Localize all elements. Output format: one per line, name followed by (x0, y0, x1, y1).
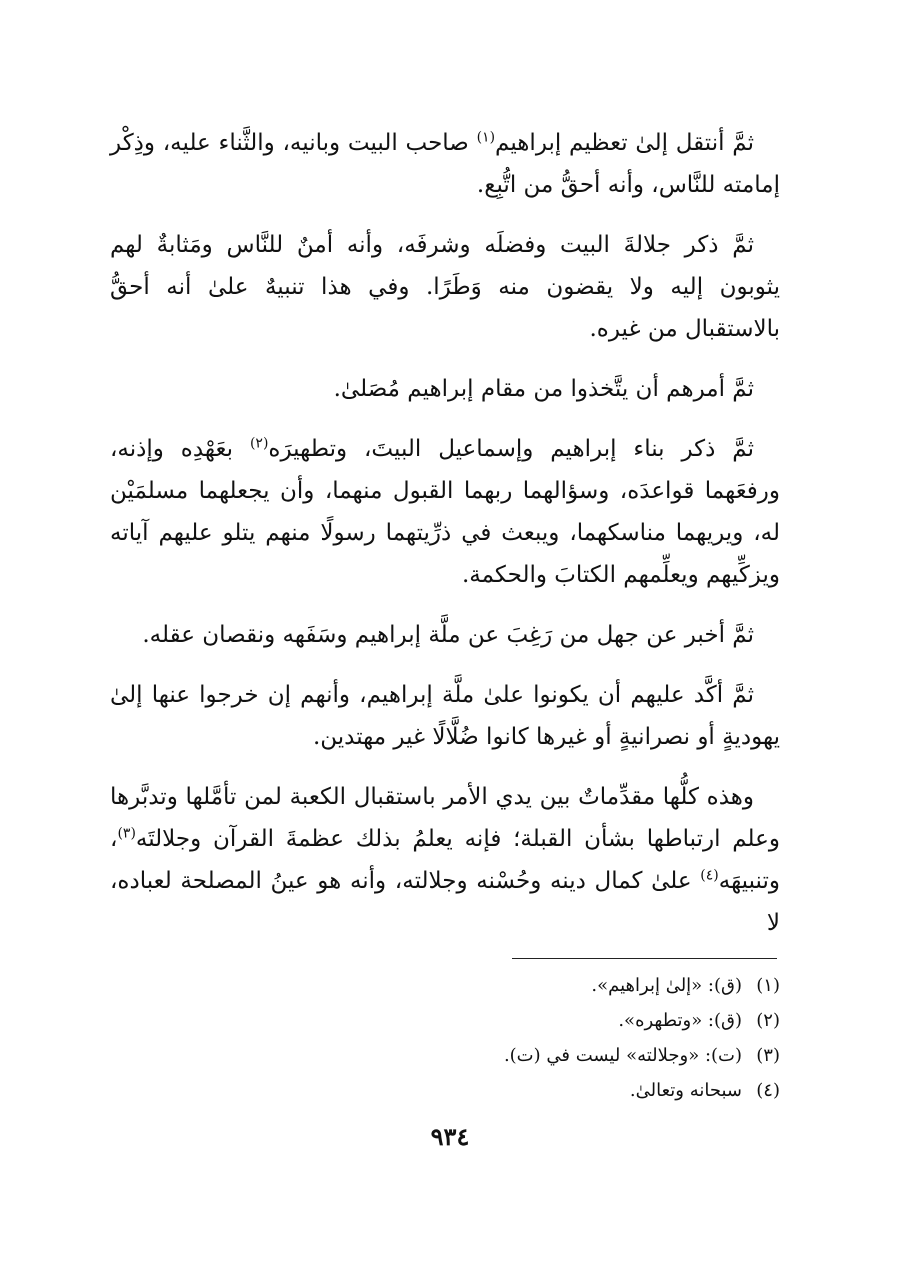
paragraph-text: بعَهْدِه وإذنه، ورفعَهما قواعدَه، وسؤالهما ربهما القبول منهما، وأن يجعلهما مسلمَيْن له، ويريهما مناسكهما، ويبعث في ذرِّيتهما رسولًا منهم يتلو عليهم آياته ويزكِّيهم ويعلِّمهم الكتابَ والحكمة. (110, 436, 780, 588)
page-number: ٩٣٤ (430, 1122, 470, 1151)
paragraph-text: علىٰ كمال دينه وحُسْنه وجلالته، وأنه هو عينُ المصلحة لعباده، لا (110, 868, 780, 936)
footnote-number: (٣) (756, 1045, 780, 1066)
footnote-text: سبحانه وتعالىٰ. (629, 1080, 742, 1101)
paragraph-text: ثمَّ أخبر عن جهل من رَغِبَ عن ملَّة إبراهيم وسَفَهه ونقصان عقله. (142, 622, 754, 648)
footnote-text: (ق): «وتطهره». (618, 1010, 742, 1031)
footnote-number: (١) (756, 975, 780, 996)
paragraph-6 (110, 674, 780, 758)
footnote-4 (300, 1073, 780, 1108)
footnote-3 (300, 1038, 780, 1073)
paragraph-2 (110, 224, 780, 350)
paragraph-text: ، وتنبيهَه (110, 826, 780, 894)
footnote-text: (ق): «إلىٰ إبراهيم». (591, 975, 742, 996)
footnote-marker-3: (٣) (117, 825, 136, 842)
footnote-1 (300, 968, 780, 1003)
footnote-number: (٢) (756, 1010, 780, 1031)
paragraph-text: ثمَّ أكَّد عليهم أن يكونوا علىٰ ملَّة إبراهيم، وأنهم إن خرجوا عنها إلىٰ يهوديةٍ أو نصرانيةٍ أو غيرها كانوا ضُلَّالًا غير مهتدين. (110, 682, 780, 750)
footnote-2 (300, 1003, 780, 1038)
footnote-marker-2: (٢) (249, 435, 269, 452)
paragraph-5 (110, 614, 780, 656)
paragraph-3 (110, 368, 780, 410)
paragraph-4 (110, 428, 780, 596)
paragraph-1 (110, 122, 780, 206)
paragraph-text: ثمَّ ذكر بناء إبراهيم وإسماعيل البيتَ، وتطهيرَه (268, 436, 754, 462)
footnote-divider (512, 958, 777, 959)
main-text (110, 122, 780, 962)
paragraph-text: ثمَّ أمرهم أن يتَّخذوا من مقام إبراهيم مُصَلىٰ. (333, 376, 754, 402)
footnotes (300, 968, 780, 1108)
footnote-number: (٤) (756, 1080, 780, 1101)
paragraph-text: ثمَّ ذكر جلالةَ البيت وفضلَه وشرفَه، وأنه أمنٌ للنَّاس ومَثابةٌ لهم يثوبون إليه ولا يقضون منه وَطَرًا. وفي هذا تنبيهٌ علىٰ أنه أحقُّ بالاستقبال من غيره. (110, 232, 780, 342)
footnote-marker-4: (٤) (700, 867, 719, 884)
footnote-text: (ت): «وجلالته» ليست في (ت). (503, 1045, 742, 1066)
paragraph-text: وهذه كلُّها مقدِّماتٌ بين يدي الأمر باستقبال الكعبة لمن تأمَّلها وتدبَّرها وعلم ارتباطها بشأن القبلة؛ فإنه يعلمُ بذلك عظمةَ القرآن وجلالتَه (110, 784, 780, 852)
paragraph-text: صاحب البيت وبانيه، والثَّناء عليه، وذِكْر إمامته للنَّاس، وأنه أحقُّ من اتُّبِع. (110, 130, 780, 198)
footnote-marker-1: (١) (476, 129, 496, 146)
paragraph-text: ثمَّ أنتقل إلىٰ تعظيم إبراهيم (495, 130, 754, 156)
paragraph-7 (110, 776, 780, 944)
